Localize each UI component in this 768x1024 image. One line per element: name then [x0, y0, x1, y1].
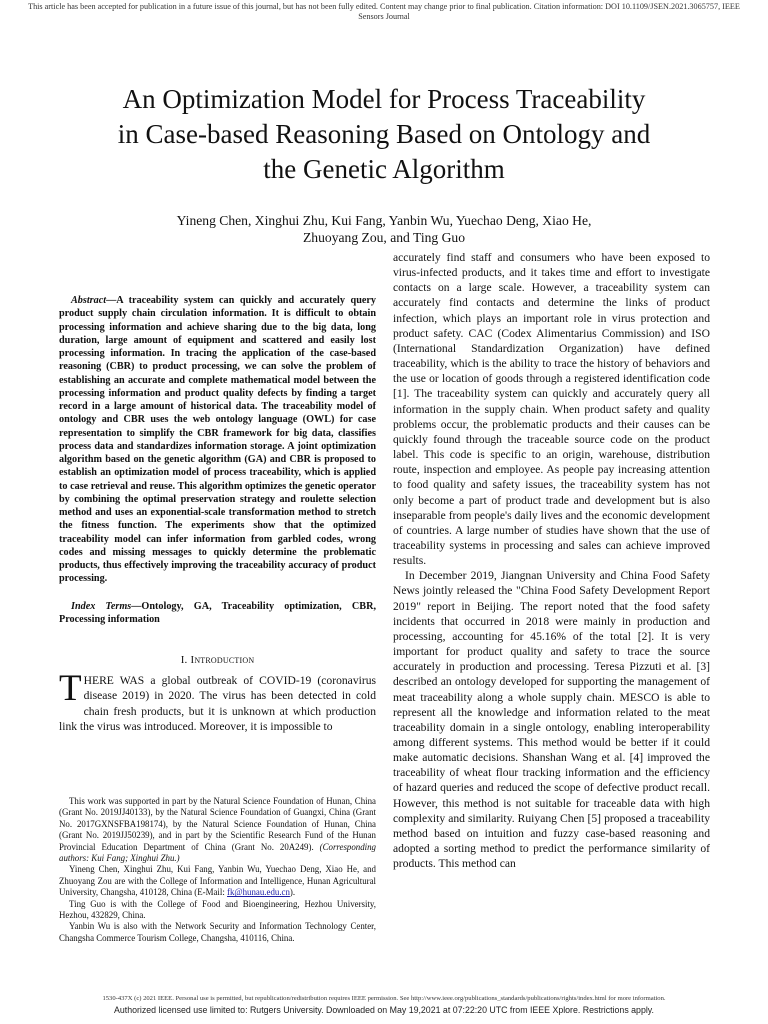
right-column [393, 250, 710, 871]
authors-line-1: Yineng Chen, Xinghui Zhu, Kui Fang, Yanbin Wu, Yuechao Deng, Xiao He, [176, 213, 592, 228]
body-paragraph-1: accurately find staff and consumers who have been exposed to virus-infected products, and it takes time and effort to investigate contacts on a large scale. However, a traceability system can accurately find contacts and determine the links of product infection, which plays an important role in virus protection and product safety. CAC (Codex Alimentarius Commission) and ISO (International Standardization Organization) have defined traceability, which is the ability to trace the history of behaviors and the use or location of goods through a registered identification code [1]. The traceability system can quickly and accurately query all information in the supply chain. When product safety and quality problems occur, the problematic products and their causes can be quickly found through the traceable source code on the product label. This code is specific to an origin, warehouse, distribution route, inspection and employee. As people pay increasing attention to food quality and safety issues, the traceability system has not only become a part of product trade and development but is also inseparable from people's daily lives and the economic development of countries. A large number of studies have shown that the use of traceability systems in processing and sales can achieve improved results. [393, 251, 710, 568]
intro-text: a global outbreak of COVID-19 (coronavirus disease 2019) in 2020. The virus has been detected in cold chain fresh products, but it is unknown at which production link the virus was introduced. Moreover, it is impossible to [59, 674, 377, 733]
index-terms [59, 600, 376, 627]
section-heading-introduction [59, 654, 376, 667]
abstract-lead: Abstract [71, 295, 107, 306]
authors-line-2: Zhuoyang Zou, and Ting Guo [303, 230, 465, 245]
title-line-1: An Optimization Model for Process Traceability [122, 84, 646, 114]
index-terms-lead: Index Terms [71, 600, 132, 612]
email-link[interactable]: fk@hunau.edu.cn [227, 887, 290, 898]
paper-title [40, 82, 728, 187]
author-list [80, 212, 688, 246]
affiliation-1-end: ). [289, 887, 296, 898]
section-number: I. [180, 654, 188, 666]
title-line-3: the Genetic Algorithm [263, 154, 505, 184]
intro-caps: HERE WAS [83, 674, 145, 688]
affiliation-footnote-3: Yanbin Wu is also with the Network Security and Information Technology Center, Changsha Commerce Tourism College, Changsha, 410116, China. [59, 921, 376, 943]
funding-footnote [59, 796, 376, 864]
affiliation-footnote-1 [59, 864, 376, 898]
body-paragraph-2: In December 2019, Jiangnan University and China Food Safety News jointly released the "China Food Safety Development Report 2019" report in Beijing. The report noted that the food safety incidents that occurred in 2018 were mainly in production and processing, accounting for 45.16% of the total [2]. It is very important for product quality and safety to trace the source accurately in production and processing. Teresa Pizzuti et al. [3] described an ontology developed for supporting the management of meat traceability along a whole supply chain. MESCO is able to represent all the knowledge and information related to the meat traceability domain in a single ontology, enabling interoperability among different systems. This method would be better if it could make automatic decisions. Shanshan Wang et al. [4] improved the traceability of wheat flour tracking information and the efficiency of hazard queries and reduced the scope of defective product recall. However, this method is not suitable for traceable data with high complexity and similarity. Ruiyang Chen [5] proposed a traceability method based on intuition and fuzzy case-based reasoning and adopted a sorting method to predict the performance similarity of products. This method can [393, 569, 710, 871]
section-title: Introduction [190, 654, 255, 666]
index-terms-text: —Ontology, GA, Traceability optimization, CBR, Processing information [59, 600, 376, 625]
left-column [59, 294, 376, 734]
title-line-2: in Case-based Reasoning Based on Ontology and [117, 119, 651, 149]
abstract-text: —A traceability system can quickly and accurately query product supply chain circulation information. It is difficult to obtain processing information and achieve sharing due to the big data, long duration, large amount of equipment and scattered and easily lost processing information. In tracing the application of the case-based reasoning (CBR) to product processing, we can solve the problem of establishing an accurate and complete mathematical model between the processing information and product quality defects by finding a target record in a large amount of historical data. The traceability model of ontology and CBR uses the web ontology language (OWL) for case representation to simplify the CBR framework for big data, classifies process data and standardizes information storage. A joint optimization algorithm based on the genetic algorithm (GA) and CBR is proposed to establish an optimization model of process traceability, which is applied to case retrieval and reuse. This algorithm optimizes the genetic operator by combining the optimal preservation strategy and roulette selection method and uses an exponential-scale transformation method to stretch the fitness function. The experiments show that the optimized traceability model can infer information from garbled codes, wrong codes and missing messages to quickly determine the problematic products, thus effectively improving the traceability accuracy of product processing. [59, 295, 376, 585]
affiliation-1-text: Yineng Chen, Xinghui Zhu, Kui Fang, Yanbin Wu, Yuechao Deng, Xiao He, and Zhuoyang Zou are with the College of Information and Intelligence, Hunan Agricultural University, Changsha, 410128, China (E-Mail: [59, 864, 376, 898]
footnotes [59, 796, 376, 944]
license-footer: Authorized licensed use limited to: Rutgers University. Downloaded on May 19,2021 at 07:22:20 UTC from IEEE Xplore. Restrictions apply. [114, 1005, 654, 1015]
affiliation-footnote-2: Ting Guo is with the College of Food and Bioengineering, Hezhou University, Hezhou, 432829, China. [59, 898, 376, 921]
drop-cap: T [59, 668, 82, 710]
copyright-footer: 1530-437X (c) 2021 IEEE. Personal use is permitted, but republication/redistribution requires IEEE permission. See http://www.ieee.org/publications_standards/publications/rights/index.html for more information. [102, 995, 666, 1002]
journal-header-note: This article has been accepted for publication in a future issue of this journal, but has not been fully edited. Content may change prior to final publication. Citation information: DOI 10.1109/JSEN.2021.3065757, IEEE Sensors Journal [28, 2, 740, 21]
funding-text: This work was supported in part by the Natural Science Foundation of Hunan, China (Grant No. 2019JJ40133), by the Natural Science Foundation of Guangxi, China (Grant No. 2017GXNSFBA198174), by the Natural Science Foundation of Hunan, China (Grant No. 2019JJ50239), and in part by the Scientific Research Fund of the Hunan Provincial Education Department of China (Grant No. 20A249). [59, 796, 376, 852]
abstract [59, 294, 376, 586]
intro-paragraph [59, 668, 377, 734]
corresponding-authors: (Corresponding authors: Kui Fang; Xinghui Zhu.) [59, 841, 376, 864]
